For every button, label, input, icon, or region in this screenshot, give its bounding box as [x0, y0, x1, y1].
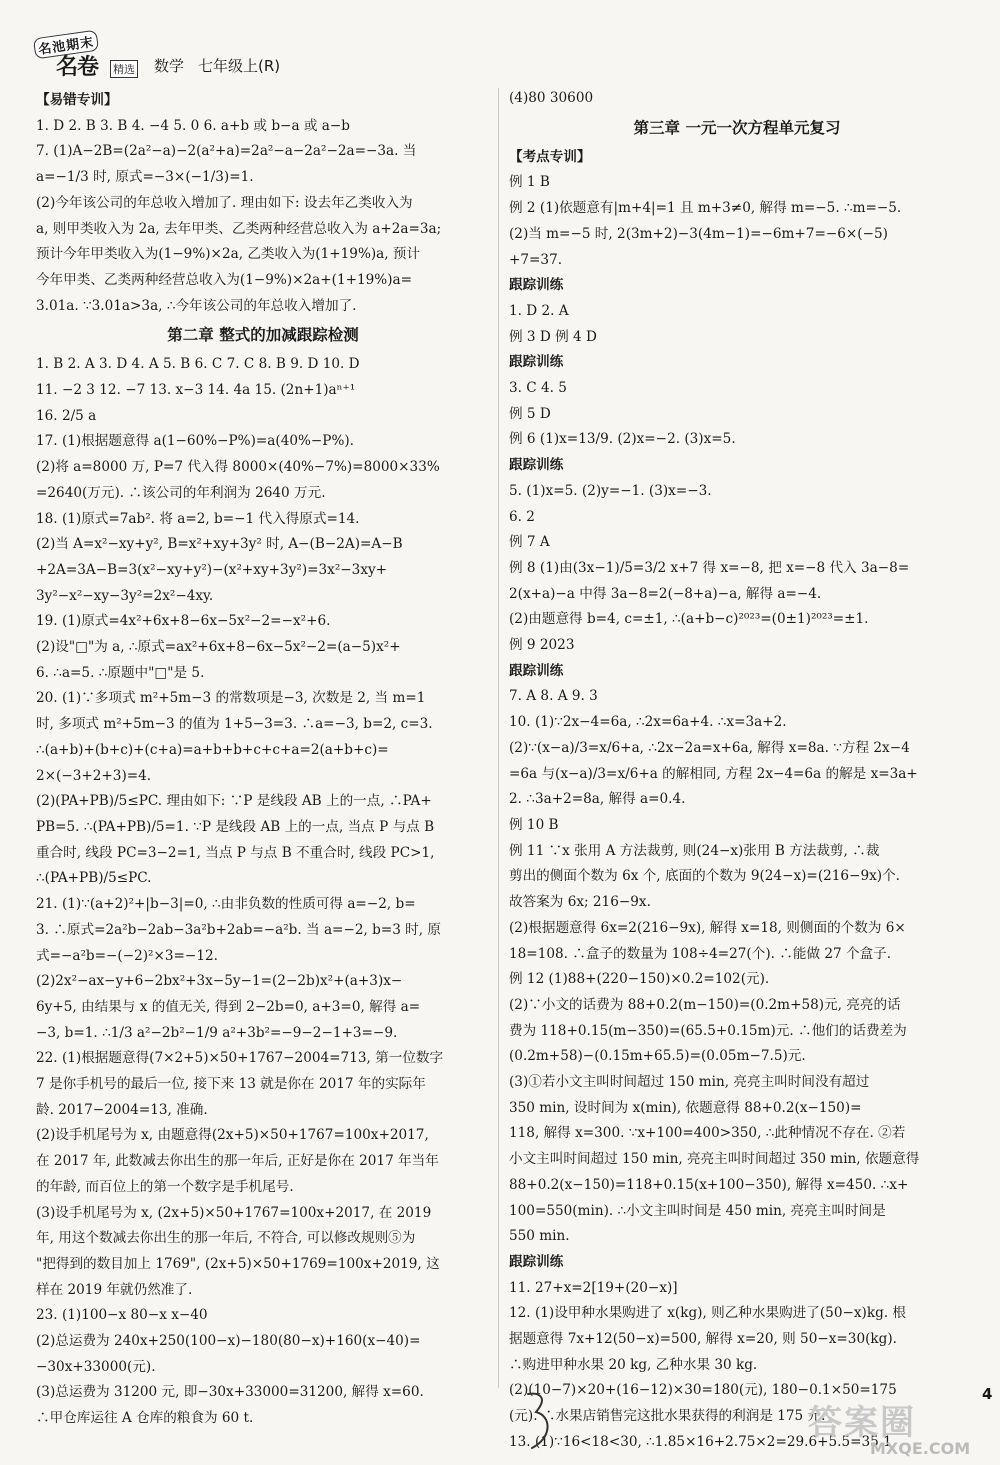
answer-line: 23. (1)100−x 80−x x−40: [36, 1307, 208, 1324]
answer-line: (2)今年该公司的年总收入增加了. 理由如下: 设去年乙类收入为: [36, 194, 413, 211]
answer-line: 19. (1)原式=4x²+6x+8−6x−5x²−2=−x²+6.: [36, 613, 331, 630]
answer-line: 故答案为 6x; 216−9x.: [509, 894, 651, 911]
answer-line: 时, 多项式 m²+5m−3 的值为 1+5−3=3. ∴a=−3, b=2, c=3.: [36, 716, 433, 733]
answer-line: 据题意得 7x+12(50−x)=500, 解得 x=20, 则 50−x=30(kg).: [509, 1331, 897, 1348]
answer-line: (4)80 30600: [509, 90, 594, 106]
section-title: 第二章 整式的加减跟踪检测: [167, 326, 359, 345]
answer-line: 例 1 B: [509, 174, 550, 191]
answer-line: 21. (1)∵(a+2)²+|b−3|=0, ∴由非负数的性质可得 a=−2, b=: [36, 896, 416, 913]
section-label: 跟踪训练: [509, 354, 564, 371]
answer-line: (0.2m+58)−(0.15m+65.5)=(0.05m−7.5)元.: [509, 1048, 806, 1065]
answer-line: 10. (1)∵2x−4=6a, ∴2x=6a+4. ∴x=3a+2.: [509, 714, 787, 731]
answer-line: 龄. 2017−2004=13, 准确.: [36, 1101, 208, 1118]
section-title: 第三章 一元一次方程单元复习: [633, 118, 841, 137]
answer-line: +2A=3A−B=3(x²−xy+y²)−(x²+xy+3y²)=3x²−3xy+: [36, 561, 388, 578]
answer-line: 1. D 2. A: [509, 302, 569, 319]
answer-line: ∴(a+b)+(b+c)+(c+a)=a+b+b+c+c+a=2(a+b+c)=: [36, 741, 389, 758]
answer-line: (2)(10−7)×20+(16−12)×30=180(元), 180−0.1×50=175: [509, 1382, 897, 1399]
answer-line: 例 8 (1)由(3x−1)/5=3/2 x+7 得 x=−8, 把 x=−8 代入 3a−8=: [509, 559, 910, 576]
subject-label: 数学: [154, 57, 185, 75]
watermark-text: 答案圈: [808, 1403, 916, 1443]
answer-line: −3, b=1. ∴1/3 a²−2b²−1/9 a²+3b²=−9−2−1+3=−9.: [36, 1024, 398, 1041]
watermark: [800, 1395, 990, 1461]
answer-line: 3. C 4. 5: [509, 380, 567, 397]
section-label: 【易错专训】: [36, 92, 118, 108]
answer-line: 剪出的侧面个数为 6x 个, 底面的个数为 9(24−x)=(216−9x)个.: [509, 868, 900, 885]
right-column: [509, 86, 965, 1456]
section-label: 【考点专训】: [509, 148, 591, 165]
answer-line: 在 2017 年, 此数减去你出生的那一年后, 正好是你在 2017 年当年: [36, 1153, 439, 1170]
answer-line: 例 5 D: [509, 405, 551, 422]
answer-line: 118, 解得 x=300. ∵x+100=400>350, ∴此种情况不存在. ②若: [509, 1125, 906, 1142]
answer-line: 7. A 8. A 9. 3: [509, 688, 598, 705]
answer-line: 18. (1)原式=7ab². 将 a=2, b=−1 代入得原式=14.: [36, 510, 360, 527]
answer-line: 式=−a²b=−(−2)²×3=−12.: [36, 947, 218, 964]
answer-line: (2)当 m=−5 时, 2(3m+2)−3(4m−1)=−6m+7=−6×(−5): [509, 225, 888, 242]
grade-label: 七年级上(R): [198, 57, 281, 75]
section-label: 跟踪训练: [509, 277, 564, 294]
logo-line1: 名池期末: [33, 30, 99, 60]
page-header: [30, 30, 550, 80]
answer-line: 3.01a. ∵3.01a>3a, ∴今年该公司的年总收入增加了.: [36, 297, 357, 314]
answer-line: 22. (1)根据题意得(7×2+5)×50+1767−2004=713, 第一位数字: [36, 1050, 444, 1067]
answer-line: "把得到的数目加上 1769", (2x+5)×50+1769=100x+2019, 这: [36, 1255, 440, 1272]
answer-line: 13. (1)∵16<18<30, ∴1.85×16+2.75×2=29.6+5.5=35.1: [509, 1433, 892, 1450]
answer-line: (2)∵(x−a)/3=x/6+a, ∴2x−2a=x+6a, 解得 x=8a. ∵方程 2x−4: [509, 739, 910, 756]
answer-line: 3. ∴原式=2a²b−2ab−3a²b+2ab=−a²b. 当 a=−2, b=3 时, 原: [36, 921, 442, 938]
answer-line: 例 3 D 例 4 D: [509, 328, 597, 345]
answer-line: 100=550(min). ∴小文主叫时间是 450 min, 亮亮主叫时间是: [509, 1202, 886, 1219]
answer-line: 17. (1)根据题意得 a(1−60%−P%)=a(40%−P%).: [36, 433, 354, 450]
answer-line: 11. 27+x=2[19+(20−x)]: [509, 1279, 678, 1296]
answer-line: 预计今年甲类收入为(1−9%)×2a, 乙类收入为(1+19%)a, 预计: [36, 246, 421, 263]
answer-line: (3)设手机尾号为 x, (2x+5)×50+1767=100x+2017, 在 2019: [36, 1204, 432, 1221]
answer-line: ∴购进甲种水果 20 kg, 乙种水果 30 kg.: [509, 1356, 758, 1373]
answer-line: 6y+5, 由结果与 x 的值无关, 得到 2−2b=0, a+3=0, 解得 a=: [36, 998, 421, 1015]
answer-line: (3)①若小文主叫时间超过 150 min, 亮亮主叫时间没有超过: [509, 1074, 870, 1091]
answer-line: (2)当 A=x²−xy+y², B=x²+xy+3y² 时, A−(B−2A)=A−B: [36, 536, 403, 553]
answer-line: ∴甲仓库运往 A 仓库的粮食为 60 t.: [36, 1410, 254, 1427]
answer-line: (2)设手机尾号为 x, 由题意得(2x+5)×50+1767=100x+2017,: [36, 1127, 429, 1144]
answer-line: 7 是你手机号的最后一位, 接下来 13 就是你在 2017 年的实际年: [36, 1076, 426, 1093]
answer-line: (2)(PA+PB)/5≤PC. 理由如下: ∵P 是线段 AB 上的一点, ∴PA+: [36, 793, 432, 810]
answer-line: 例 7 A: [509, 534, 550, 551]
answer-line: 例 2 (1)依题意有|m+4|=1 且 m+3≠0, 解得 m=−5. ∴m=−5.: [509, 200, 902, 217]
answer-line: +7=37.: [509, 251, 563, 268]
answer-line: 例 10 B: [509, 816, 559, 833]
answer-line: 12. (1)设甲种水果购进了 x(kg), 则乙种水果购进了(50−x)kg. 根: [509, 1305, 907, 1322]
answer-line: 350 min, 设时间为 x(min), 依题意得 88+0.2(x−150)=: [509, 1099, 862, 1116]
answer-line: 5. (1)x=5. (2)y=−1. (3)x=−3.: [509, 482, 712, 499]
answer-line: 88+0.2(x−150)=118+0.15(x+100−350), 解得 x=450. ∴x+: [509, 1176, 909, 1193]
answer-line: (2)设"□"为 a, ∴原式=ax²+6x+8−6x−5x²−2=(a−5)x²+: [36, 639, 401, 656]
answer-line: 18=108. ∴盒子的数量为 108÷4=27(个). ∴能做 27 个盒子.: [509, 945, 892, 962]
answer-line: 2(x+a)−a 中得 3a−8=2(−8+a)−a, 解得 a=−4.: [509, 585, 822, 602]
handwritten-mark: [522, 1390, 556, 1452]
section-label: 跟踪训练: [509, 1253, 564, 1270]
answer-line: (2)将 a=8000 万, P=7 代入得 8000×(40%−7%)=8000×33%: [36, 459, 440, 476]
answer-line: 550 min.: [509, 1228, 570, 1245]
section-label: 跟踪训练: [509, 457, 564, 474]
answer-line: 7. (1)A−2B=(2a²−a)−2(a²+a)=2a²−a−2a²−2a=−3a. 当: [36, 143, 417, 160]
section-label: 跟踪训练: [509, 662, 564, 679]
answer-line: PB=5. ∴(PA+PB)/5=1. ∵P 是线段 AB 上的一点, 当点 P 与点 B: [36, 818, 435, 835]
answer-line: (2)∵小文的话费为 88+0.2(m−150)=(0.2m+58)元, 亮亮的话: [509, 996, 901, 1013]
answer-line: =2640(万元). ∴该公司的年利润为 2640 万元.: [36, 484, 326, 501]
answer-line: 20. (1)∵多项式 m²+5m−3 的常数项是−3, 次数是 2, 当 m=1: [36, 690, 426, 707]
answer-line: (3)总运费为 31200 元, 即−30x+33000=31200, 解得 x=60.: [36, 1384, 424, 1401]
answer-line: 例 9 2023: [509, 637, 575, 654]
column-divider: [498, 88, 499, 1388]
answer-line: (2)根据题意得 6x=2(216−9x), 解得 x=18, 则侧面的个数为 6×: [509, 919, 906, 936]
answer-line: 重合时, 线段 PC=3−2=1, 当点 P 与点 B 不重合时, 线段 PC>1,: [36, 844, 435, 861]
answer-line: 1. B 2. A 3. D 4. A 5. B 6. C 7. C 8. B 9. D 10. D: [36, 356, 360, 373]
logo-line2: 名卷: [56, 55, 99, 80]
answer-line: (2)由题意得 b=4, c=±1, ∴(a+b−c)²⁰²³=(0±1)²⁰²³=±1.: [509, 611, 869, 628]
logo-line3: 精选: [110, 60, 138, 78]
answer-line: =6a 与(x−a)/3=x/6+a 的解相同, 方程 2x−4=6a 的解是 x=3a+: [509, 765, 918, 782]
answer-line: (元). ∴水果店销售完这批水果获得的利润是 175 元.: [509, 1408, 826, 1425]
answer-line: −30x+33000(元).: [36, 1358, 156, 1375]
answer-line: 11. −2 3 12. −7 13. x−3 14. 4a 15. (2n+1)aⁿ⁺¹: [36, 382, 356, 399]
answer-line: a=−1/3 时, 原式=−3×(−1/3)=1.: [36, 169, 254, 186]
series-logo: [30, 32, 140, 80]
answer-line: ∴(PA+PB)/5≤PC.: [36, 870, 152, 887]
page-number: 4: [982, 1385, 993, 1403]
answer-line: 6. ∴a=5. ∴原题中"□"是 5.: [36, 664, 205, 681]
answer-line: 16. 2/5 a: [36, 407, 97, 424]
answer-line: 2×(−3+2+3)=4.: [36, 767, 152, 784]
answer-line: a, 则甲类收入为 2a, 去年甲类、乙类两种经营总收入为 a+2a=3a;: [36, 220, 442, 237]
answer-line: (2)2x²−ax−y+6−2bx²+3x−5y−1=(2−2b)x²+(a+3)x−: [36, 973, 403, 990]
answer-line: 例 6 (1)x=13/9. (2)x=−2. (3)x=5.: [509, 431, 736, 448]
answer-line: 例 12 (1)88+(220−150)×0.2=102(元).: [509, 971, 770, 988]
answer-line: 2. ∴3a+2=8a, 解得 a=0.4.: [509, 791, 686, 808]
answer-line: 小文主叫时间超过 150 min, 亮亮主叫时间超过 350 min, 依题意得: [509, 1151, 920, 1168]
answer-line: 3y²−x²−xy−3y²=2x²−4xy.: [36, 587, 214, 604]
answer-line: 的年龄, 而百位上的第一个数字是手机尾号.: [36, 1178, 294, 1195]
watermark-url: MXQE.COM: [870, 1439, 971, 1458]
answer-line: 样在 2019 年就仍然准了.: [36, 1281, 193, 1298]
answer-line: (2)总运费为 240x+250(100−x)−180(80−x)+160(x−40)=: [36, 1333, 421, 1350]
answer-line: 今年甲类、乙类两种经营总收入为(1−9%)×2a+(1+19%)a=: [36, 271, 413, 288]
left-column: [36, 88, 490, 1432]
answer-line: 年, 用这个数减去你出生的那一年后, 不符合, 可以修改规则⑤为: [36, 1230, 416, 1247]
answer-line: 例 11 ∵x 张用 A 方法裁剪, 则(24−x)张用 B 方法裁剪, ∴裁: [509, 842, 880, 859]
answer-line: 6. 2: [509, 508, 535, 525]
answer-line: 1. D 2. B 3. B 4. −4 5. 0 6. a+b 或 b−a 或 a−b: [36, 117, 350, 134]
answer-line: 费为 118+0.15(m−350)=(65.5+0.15m)元. ∴他们的话费差为: [509, 1022, 907, 1039]
